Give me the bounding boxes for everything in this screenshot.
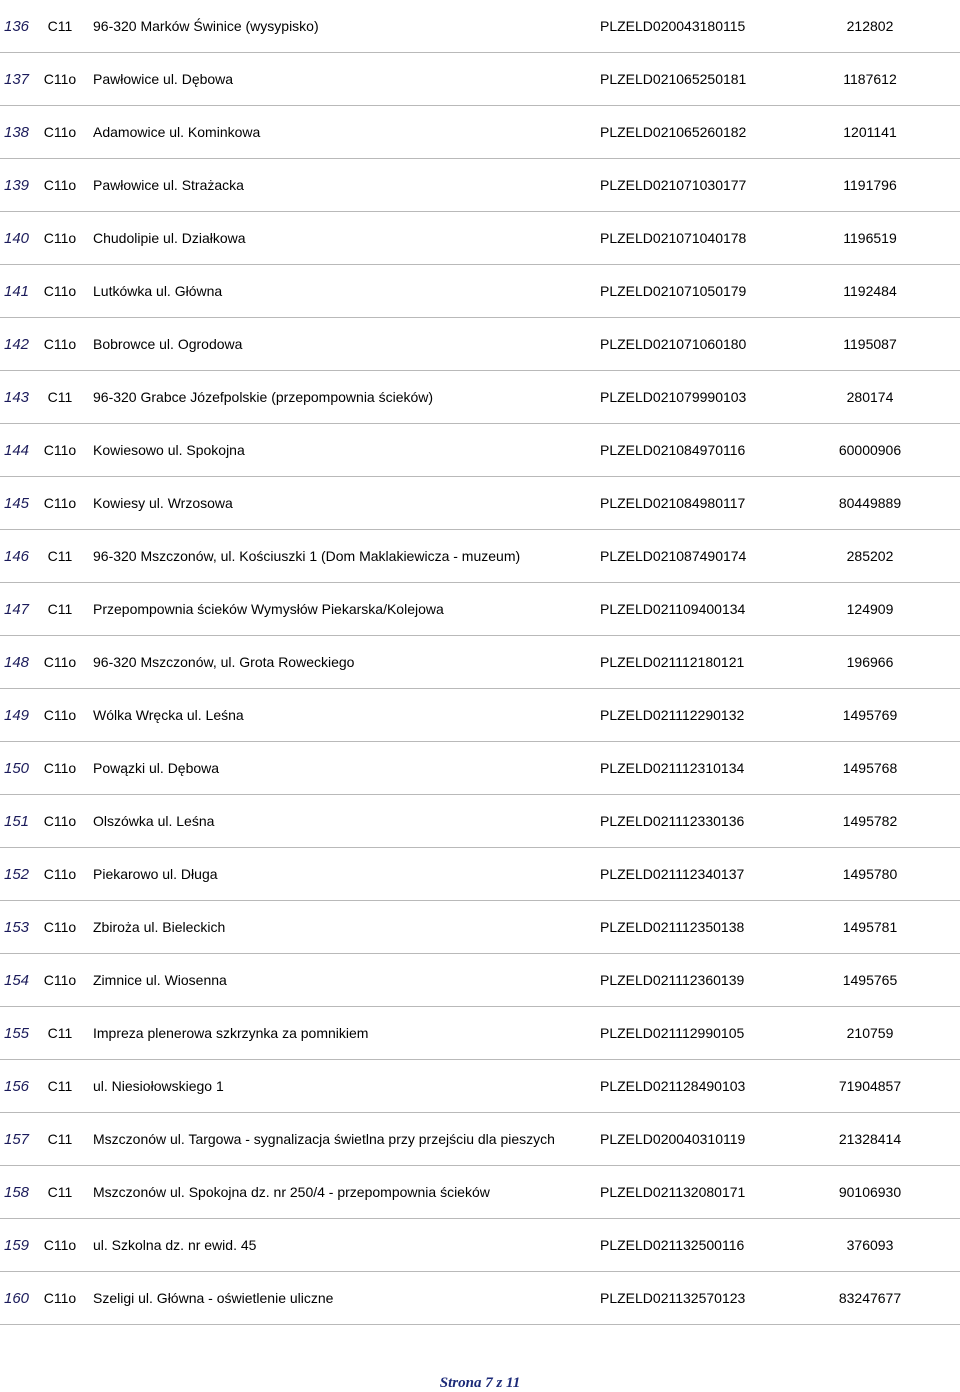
meter-number: 1191796: [843, 177, 897, 193]
meter-number: 1495781: [842, 919, 898, 935]
location-name: Powązki ul. Dębowa: [93, 760, 220, 776]
meter-number: 83247677: [838, 1290, 902, 1306]
meter-number: 90106930: [838, 1184, 902, 1200]
tariff-group: C11: [47, 548, 73, 564]
table-row: [0, 795, 960, 848]
row-number: 151: [4, 812, 30, 830]
ppe-code: PLZELD021071050179: [600, 283, 747, 299]
ppe-code: PLZELD021132500116: [600, 1237, 745, 1253]
tariff-group: C11: [47, 1025, 73, 1041]
row-number: 145: [4, 494, 30, 512]
row-number: 139: [4, 176, 30, 194]
row-number: 159: [4, 1236, 30, 1254]
location-name: Kowiesy ul. Wrzosowa: [93, 495, 233, 511]
ppe-code: PLZELD021065260182: [600, 124, 747, 140]
location-name: ul. Szkolna dz. nr ewid. 45: [93, 1237, 257, 1253]
location-name: Mszczonów ul. Targowa - sygnalizacja świetlna przy przejściu dla pieszych: [93, 1131, 555, 1147]
row-number: 152: [4, 865, 30, 883]
meter-number: 212802: [846, 18, 894, 34]
meter-number: 21328414: [838, 1131, 902, 1147]
ppe-code: PLZELD021112360139: [600, 972, 745, 988]
ppe-code: PLZELD021128490103: [600, 1078, 746, 1094]
table-row: [0, 212, 960, 265]
location-name: Impreza plenerowa szkrzynka za pomnikiem: [93, 1025, 369, 1041]
row-number: 150: [4, 759, 30, 777]
table-row: [0, 477, 960, 530]
row-number: 144: [4, 441, 30, 459]
table-row: [0, 901, 960, 954]
meter-number: 1495765: [842, 972, 898, 988]
tariff-group: C11o: [43, 760, 77, 776]
ppe-code: PLZELD021112340137: [600, 866, 745, 882]
location-name: Pawłowice ul. Strażacka: [93, 177, 244, 193]
location-name: Zimnice ul. Wiosenna: [93, 972, 227, 988]
tariff-group: C11o: [43, 1290, 77, 1306]
table-row: [0, 1060, 960, 1113]
row-number: 147: [4, 600, 30, 618]
row-number: 142: [4, 335, 30, 353]
tariff-group: C11o: [43, 919, 77, 935]
ppe-code: PLZELD020043180115: [600, 18, 746, 34]
meter-number: 124909: [846, 601, 894, 617]
table-row: [0, 318, 960, 371]
ppe-code: PLZELD021084980117: [600, 495, 746, 511]
tariff-group: C11: [47, 1078, 73, 1094]
row-number: 136: [4, 17, 30, 35]
ppe-code: PLZELD021112180121: [600, 654, 745, 670]
tariff-group: C11o: [43, 972, 77, 988]
row-number: 153: [4, 918, 30, 936]
row-number: 141: [4, 282, 30, 300]
row-number: 148: [4, 653, 30, 671]
meter-number: 1192484: [843, 283, 897, 299]
meter-number: 1196519: [843, 230, 897, 246]
meter-number: 285202: [846, 548, 894, 564]
meter-number: 210759: [846, 1025, 894, 1041]
location-name: Przepompownia ścieków Wymysłów Piekarska/Kolejowa: [93, 601, 444, 617]
location-name: Olszówka ul. Leśna: [93, 813, 215, 829]
ppe-code: PLZELD021087490174: [600, 548, 747, 564]
tariff-group: C11: [47, 1184, 73, 1200]
row-number: 137: [4, 70, 30, 88]
ppe-code: PLZELD021109400134: [600, 601, 746, 617]
ppe-code: PLZELD021112350138: [600, 919, 745, 935]
row-number: 157: [4, 1130, 30, 1148]
meter-number: 71904857: [838, 1078, 902, 1094]
row-number: 156: [4, 1077, 30, 1095]
meter-number: 280174: [846, 389, 894, 405]
location-name: 96-320 Marków Świnice (wysypisko): [93, 18, 319, 34]
location-name: Lutkówka ul. Główna: [93, 283, 223, 299]
table-row: [0, 265, 960, 318]
meter-number: 1495769: [842, 707, 898, 723]
tariff-group: C11o: [43, 442, 77, 458]
ppe-code: PLZELD021065250181: [600, 71, 747, 87]
table-row: [0, 848, 960, 901]
tariff-group: C11o: [43, 813, 77, 829]
tariff-group: C11o: [43, 230, 77, 246]
tariff-group: C11o: [43, 707, 77, 723]
location-name: Kowiesowo ul. Spokojna: [93, 442, 245, 458]
ppe-code: PLZELD021112330136: [600, 813, 745, 829]
location-name: Mszczonów ul. Spokojna dz. nr 250/4 - przepompownia ścieków: [93, 1184, 490, 1200]
table-row: [0, 0, 960, 53]
row-number: 143: [4, 388, 30, 406]
table-row: [0, 1007, 960, 1060]
table-row: [0, 424, 960, 477]
ppe-code: PLZELD021112290132: [600, 707, 745, 723]
ppe-code: PLZELD020040310119: [600, 1131, 746, 1147]
location-name: Bobrowce ul. Ogrodowa: [93, 336, 243, 352]
ppe-code: PLZELD021112990105: [600, 1025, 745, 1041]
meter-number: 376093: [846, 1237, 894, 1253]
table-row: [0, 1166, 960, 1219]
page-footer: [0, 1374, 960, 1392]
meter-number: 80449889: [838, 495, 902, 511]
table-row: [0, 583, 960, 636]
meter-number: 1195087: [843, 336, 897, 352]
meter-number: 1201141: [843, 124, 897, 140]
tariff-group: C11o: [43, 1237, 77, 1253]
ppe-code: PLZELD021132570123: [600, 1290, 746, 1306]
ppe-code: PLZELD021132080171: [600, 1184, 746, 1200]
tariff-group: C11o: [43, 283, 77, 299]
location-name: 96-320 Grabce Józefpolskie (przepompownia ścieków): [93, 389, 434, 405]
ppe-code: PLZELD021071040178: [600, 230, 747, 246]
table-row: [0, 1219, 960, 1272]
meter-number: 196966: [846, 654, 894, 670]
tariff-group: C11o: [43, 124, 77, 140]
table-row: [0, 53, 960, 106]
ppe-code: PLZELD021112310134: [600, 760, 745, 776]
location-name: ul. Niesiołowskiego 1: [93, 1078, 224, 1094]
table-row: [0, 636, 960, 689]
location-name: 96-320 Mszczonów, ul. Kościuszki 1 (Dom Maklakiewicza - muzeum): [93, 548, 521, 564]
row-number: 146: [4, 547, 30, 565]
tariff-group: C11: [47, 389, 73, 405]
row-number: 149: [4, 706, 30, 724]
row-number: 158: [4, 1183, 30, 1201]
location-name: Pawłowice ul. Dębowa: [93, 71, 234, 87]
tariff-group: C11o: [43, 495, 77, 511]
table-row: [0, 1272, 960, 1325]
ppe-code: PLZELD021071030177: [600, 177, 747, 193]
meter-number: 1495782: [842, 813, 898, 829]
table-row: [0, 530, 960, 583]
tariff-group: C11o: [43, 336, 77, 352]
table-row: [0, 371, 960, 424]
row-number: 155: [4, 1024, 30, 1042]
tariff-group: C11: [47, 18, 73, 34]
tariff-group: C11: [47, 1131, 73, 1147]
row-number: 154: [4, 971, 30, 989]
tariff-group: C11: [47, 601, 73, 617]
table-row: [0, 1113, 960, 1166]
location-name: Adamowice ul. Kominkowa: [93, 124, 261, 140]
meter-number: 1495780: [842, 866, 898, 882]
table-row: [0, 689, 960, 742]
meter-number: 1495768: [842, 760, 898, 776]
row-number: 160: [4, 1289, 30, 1307]
meter-number: 1187612: [843, 71, 897, 87]
table-row: [0, 159, 960, 212]
location-name: Piekarowo ul. Długa: [93, 866, 218, 882]
location-name: Wólka Wręcka ul. Leśna: [93, 707, 244, 723]
ppe-code: PLZELD021071060180: [600, 336, 747, 352]
location-name: Chudolipie ul. Działkowa: [93, 230, 246, 246]
table-row: [0, 106, 960, 159]
location-name: Zbiroża ul. Bieleckich: [93, 919, 226, 935]
ppe-code: PLZELD021084970116: [600, 442, 746, 458]
tariff-group: C11o: [43, 866, 77, 882]
ppe-code: PLZELD021079990103: [600, 389, 747, 405]
tariff-group: C11o: [43, 654, 77, 670]
location-name: Szeligi ul. Główna - oświetlenie uliczne: [93, 1290, 334, 1306]
table-row: [0, 742, 960, 795]
row-number: 138: [4, 123, 30, 141]
row-number: 140: [4, 229, 30, 247]
meter-number: 60000906: [838, 442, 902, 458]
tariff-group: C11o: [43, 177, 77, 193]
table-row: [0, 954, 960, 1007]
tariff-group: C11o: [43, 71, 77, 87]
location-name: 96-320 Mszczonów, ul. Grota Roweckiego: [93, 654, 355, 670]
page-number: Strona 7 z 11: [439, 1374, 521, 1391]
